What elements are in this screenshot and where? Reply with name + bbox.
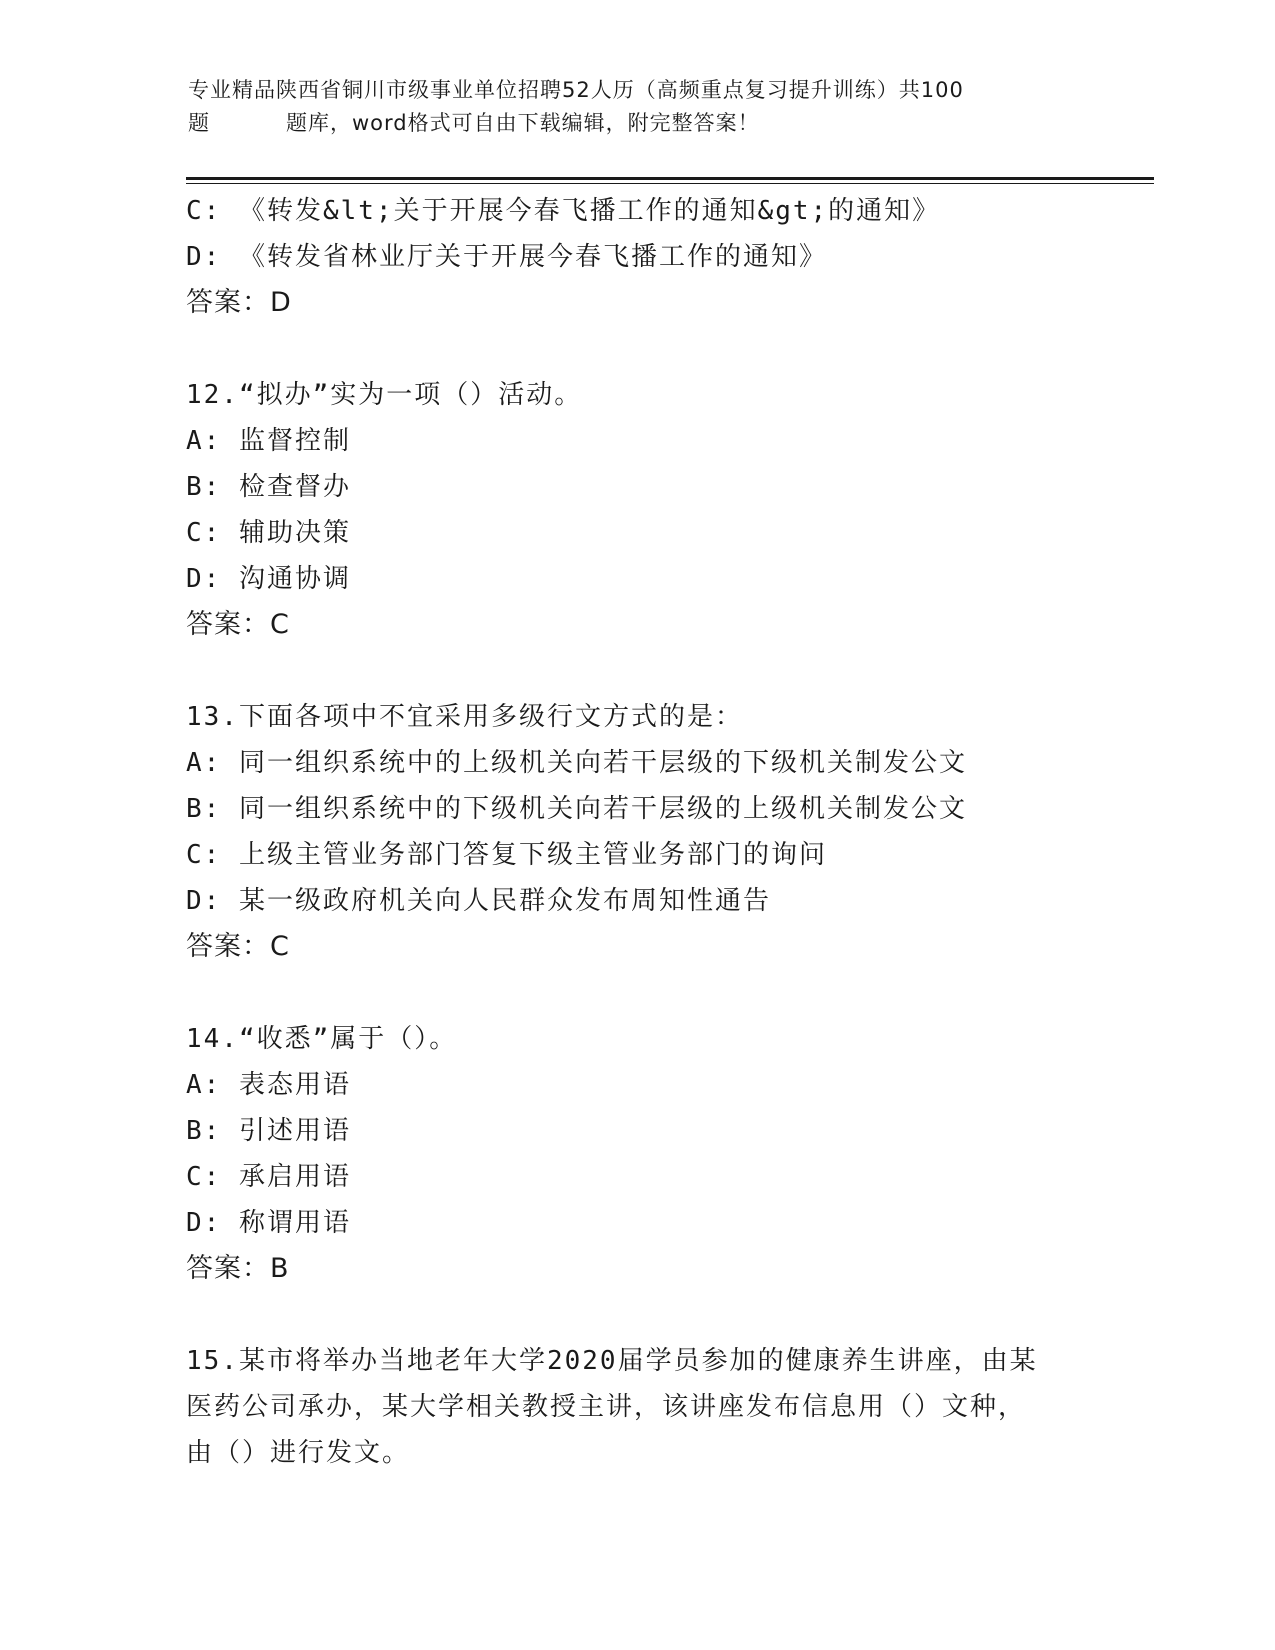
option-d: D: 称谓用语 (186, 1208, 351, 1238)
question-content (186, 188, 1086, 1476)
question-stem-line: 15.某市将举办当地老年大学2020届学员参加的健康养生讲座，由某 (186, 1346, 1038, 1376)
header-line-1: 专业精品陕西省铜川市级事业单位招聘52人历（高频重点复习提升训练）共100 (188, 78, 964, 102)
answer-line: 答案：C (186, 931, 290, 962)
header-rule-thin (186, 183, 1154, 184)
spacer (186, 1292, 1086, 1338)
spacer (186, 970, 1086, 1016)
option-a: A: 同一组织系统中的上级机关向若干层级的下级机关制发公文 (186, 748, 967, 778)
option-d: D: 沟通协调 (186, 564, 351, 594)
option-d: D: 某一级政府机关向人民群众发布周知性通告 (186, 886, 771, 916)
question-stem: 14.“收悉”属于（）。 (186, 1024, 458, 1054)
header-rule-thick (186, 177, 1154, 180)
header-line-2-lead: 题 (188, 111, 210, 135)
spacer (186, 648, 1086, 694)
option-b: B: 同一组织系统中的下级机关向若干层级的上级机关制发公文 (186, 794, 967, 824)
answer-line: 答案：D (186, 287, 292, 318)
spacer (186, 326, 1086, 372)
option-c: C: 辅助决策 (186, 518, 351, 548)
answer-line: 答案：B (186, 1253, 290, 1284)
option-d: D: 《转发省林业厅关于开展今春飞播工作的通知》 (186, 242, 827, 272)
header-line-2 (188, 107, 1088, 140)
option-c: C: 承启用语 (186, 1162, 351, 1192)
option-b: B: 引述用语 (186, 1116, 351, 1146)
question-stem: 13.下面各项中不宜采用多级行文方式的是： (186, 702, 743, 732)
option-b: B: 检查督办 (186, 472, 351, 502)
header-line-2-text: 题库，word格式可自由下载编辑，附完整答案！ (286, 111, 760, 135)
question-stem-line: 医药公司承办，某大学相关教授主讲，该讲座发布信息用（）文种， (186, 1392, 1027, 1422)
option-a: A: 表态用语 (186, 1070, 351, 1100)
option-a: A: 监督控制 (186, 426, 351, 456)
answer-line: 答案：C (186, 609, 290, 640)
document-header (188, 74, 1088, 140)
option-c: C: 上级主管业务部门答复下级主管业务部门的询问 (186, 840, 827, 870)
question-stem: 12.“拟办”实为一项（）活动。 (186, 380, 583, 410)
question-stem-line: 由（）进行发文。 (186, 1438, 411, 1468)
option-c: C: 《转发&lt;关于开展今春飞播工作的通知&gt;的通知》 (186, 196, 941, 226)
